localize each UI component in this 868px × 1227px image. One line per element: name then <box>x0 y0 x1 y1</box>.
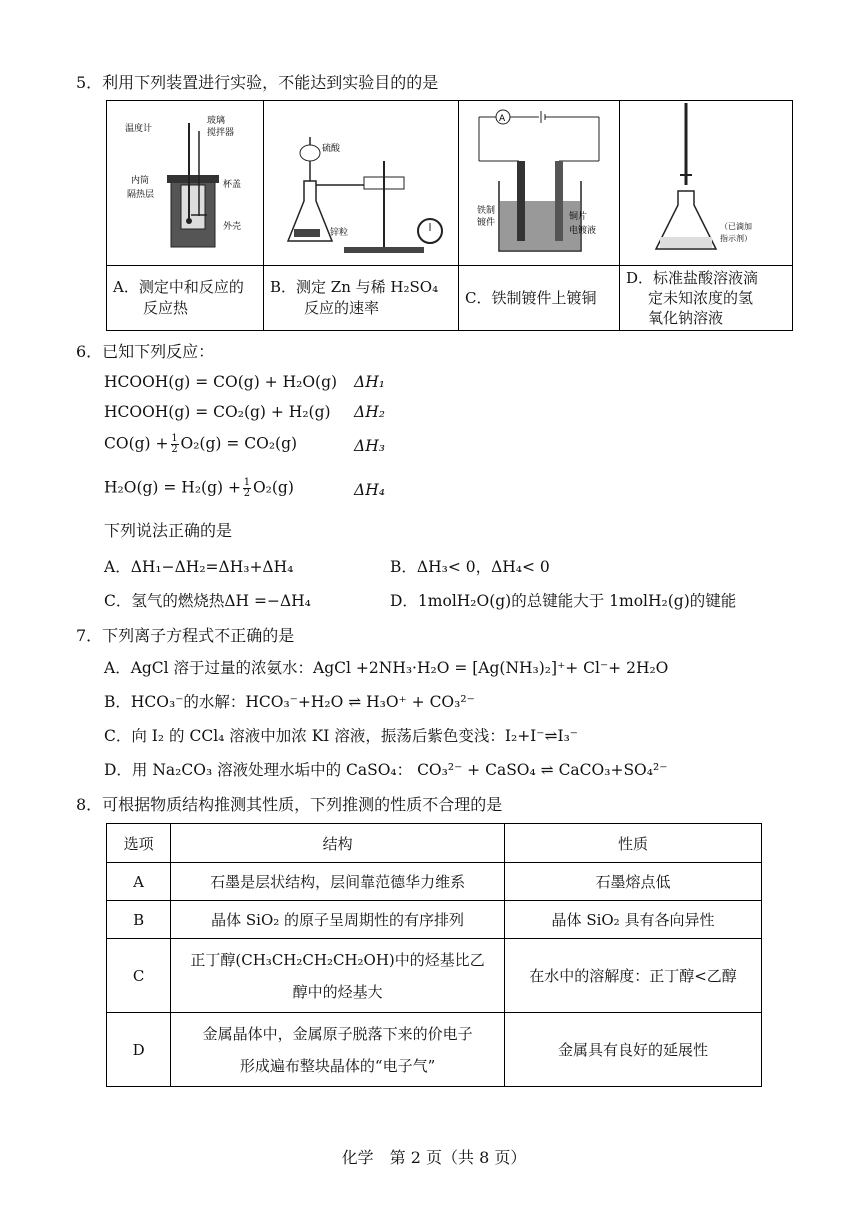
q5-option-d: D．标准盐酸溶液滴 定未知浓度的氢 氧化钠溶液 <box>620 266 793 331</box>
label-stirrer-1: 玻璃 <box>207 116 226 126</box>
q6-stem: 6．已知下列反应： <box>76 342 215 361</box>
label-zinc: 锌粒 <box>330 228 349 238</box>
q5-emphasis: 不能 <box>278 73 311 92</box>
q6-reaction-4: H₂O(g) = H₂(g) + $\frac{1}{2}$ O₂(g) <box>104 477 294 499</box>
q7-stem: 7．下列离子方程式不正确的是 <box>76 626 295 645</box>
q6-option-b: B．ΔH₃< 0，ΔH₄< 0 <box>390 558 550 576</box>
label-electrolyte: 电镀液 <box>569 226 597 236</box>
q8-emphasis: 不合理 <box>422 795 471 814</box>
header-option: 选项 <box>107 824 171 863</box>
q6-option-c: C．氢气的燃烧热ΔH =−ΔH₄ <box>104 592 311 610</box>
q7-option-c: C．向 I₂ 的 CCl₄ 溶液中加浓 KI 溶液，振荡后紫色变浅：I₂+I⁻⇌I₃⁻ <box>104 727 578 745</box>
q6-prompt: 下列说法正确的是 <box>104 521 233 540</box>
label-lid: 杯盖 <box>223 180 242 190</box>
q8-table <box>106 823 762 1087</box>
fraction-half: $\frac{1}{2}$ <box>243 477 251 499</box>
q6-reaction-3: CO(g) + $\frac{1}{2}$ O₂(g) = CO₂(g) <box>104 433 298 455</box>
header-structure: 结构 <box>171 824 505 863</box>
q8-stem: 8．可根据物质结构推测其性质，下列推测的性质不合理的是 <box>76 795 503 814</box>
label-indicator-1: （已滴加 <box>720 222 752 231</box>
q7-emphasis: 不正确 <box>214 626 263 645</box>
table-row: A 石墨是层状结构，层间靠范德华力维系 石墨熔点低 <box>107 863 762 901</box>
q5-option-c: C．铁制镀件上镀铜 <box>459 266 620 331</box>
label-insulation: 隔热层 <box>127 190 155 200</box>
label-indicator-2: 指示剂） <box>720 234 752 243</box>
q6-dh2: ΔH₂ <box>354 403 385 421</box>
table-row: B 晶体 SiO₂ 的原子呈周期性的有序排列 晶体 SiO₂ 具有各向异性 <box>107 901 762 939</box>
zinc-rate-figure <box>264 101 459 266</box>
titration-figure <box>620 101 793 266</box>
label-thermometer: 温度计 <box>125 124 153 134</box>
table-row: D 金属晶体中，金属原子脱落下来的价电子 形成遍布整块晶体的“电子气” 金属具有良好的延展性 <box>107 1013 762 1087</box>
q6-reaction-1: HCOOH(g) = CO(g) + H₂O(g) <box>104 373 338 391</box>
q6-dh1: ΔH₁ <box>354 373 385 391</box>
label-ammeter: A <box>499 114 506 124</box>
q6-dh3: ΔH₃ <box>354 437 385 455</box>
calorimeter-figure <box>107 101 264 266</box>
q5-figure-table <box>106 100 793 331</box>
label-stirrer-2: 搅拌器 <box>207 128 235 138</box>
q7-option-b: B．HCO₃⁻的水解：HCO₃⁻+H₂O ⇌ H₃O⁺ + CO₃²⁻ <box>104 693 475 711</box>
q6-option-d: D．1molH₂O(g)的总键能大于 1molH₂(g)的键能 <box>390 592 737 610</box>
electroplating-figure <box>459 101 620 266</box>
page-footer: 化学 第 2 页（共 8 页） <box>341 1148 527 1167</box>
q5-stem: 5．利用下列装置进行实验，不能达到实验目的的是 <box>76 73 439 92</box>
label-inner: 内筒 <box>131 176 150 186</box>
label-acid: 硫酸 <box>322 144 341 154</box>
q7-option-d: D．用 Na₂CO₃ 溶液处理水垢中的 CaSO₄： CO₃²⁻ + CaSO₄ ⇌ CaCO₃+SO₄²⁻ <box>104 761 668 779</box>
header-property: 性质 <box>505 824 762 863</box>
table-row: C 正丁醇(CH₃CH₂CH₂CH₂OH)中的烃基比乙 醇中的烃基大 在水中的溶解度：正丁醇<乙醇 <box>107 939 762 1013</box>
q5-option-b: B．测定 Zn 与稀 H₂SO₄ 反应的速率 <box>264 266 459 331</box>
q7-option-a: A．AgCl 溶于过量的浓氨水：AgCl +2NH₃·H₂O = [Ag(NH₃)₂]⁺+ Cl⁻+ 2H₂O <box>104 659 669 677</box>
q6-reaction-2: HCOOH(g) = CO₂(g) + H₂(g) <box>104 403 331 421</box>
q5-option-a: A．测定中和反应的 反应热 <box>107 266 264 331</box>
label-iron-2: 镀件 <box>477 218 496 228</box>
q6-dh4: ΔH₄ <box>354 481 385 499</box>
label-copper: 铜片 <box>569 212 588 222</box>
label-shell: 外壳 <box>223 222 242 232</box>
fraction-half: $\frac{1}{2}$ <box>171 433 178 455</box>
label-iron-1: 铁制 <box>477 206 496 216</box>
q6-option-a: A．ΔH₁−ΔH₂=ΔH₃+ΔH₄ <box>104 558 294 576</box>
